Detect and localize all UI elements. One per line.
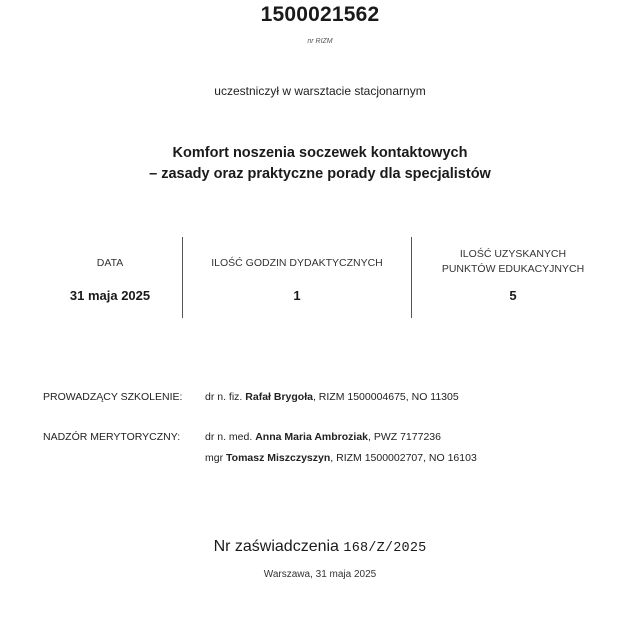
hours-value: 1 bbox=[293, 288, 301, 303]
course-title-line2: – zasady oraz praktyczne porady dla specjalistów bbox=[149, 166, 491, 182]
points-label bbox=[413, 238, 613, 277]
trainer-details: , RIZM 1500004675, NO 11305 bbox=[312, 391, 459, 403]
supervisor-2-title: mgr bbox=[205, 452, 224, 464]
supervisor-1-title: dr n. med. bbox=[205, 431, 253, 443]
participation-text: uczestniczył w warsztacie stacjonarnym bbox=[214, 84, 426, 98]
supervisor-2-name: Tomasz Miszczyszyn bbox=[226, 452, 331, 464]
supervision-row-2 bbox=[43, 452, 603, 468]
course-title bbox=[0, 143, 640, 185]
trainer-title: dr n. fiz. bbox=[205, 391, 243, 403]
hours-column bbox=[184, 238, 410, 318]
column-divider bbox=[411, 237, 412, 318]
trainer-value bbox=[205, 391, 459, 403]
points-label-line2: PUNKTÓW EDUKACYJNYCH bbox=[441, 263, 585, 275]
supervisor-1-name: Anna Maria Ambroziak bbox=[255, 431, 369, 443]
supervision-label: NADZÓR MERYTORYCZNY: bbox=[43, 431, 181, 443]
registration-number: 1500021562 bbox=[260, 3, 380, 26]
supervision-row bbox=[43, 431, 603, 447]
trainer-row bbox=[43, 391, 603, 407]
column-divider bbox=[182, 237, 183, 318]
date-column bbox=[40, 238, 180, 318]
supervisor-2 bbox=[205, 452, 477, 464]
course-title-line1: Komfort noszenia soczewek kontaktowych bbox=[172, 145, 468, 161]
points-column bbox=[413, 238, 613, 318]
place-date: Warszawa, 31 maja 2025 bbox=[263, 569, 377, 580]
points-label-line1: ILOŚĆ UZYSKANYCH bbox=[459, 248, 567, 260]
certificate-label: Nr zaświadczenia bbox=[213, 538, 339, 555]
date-label: DATA bbox=[96, 257, 124, 269]
trainer-name: Rafał Brygoła bbox=[245, 391, 313, 403]
supervisor-1 bbox=[205, 431, 441, 443]
points-value: 5 bbox=[509, 288, 517, 303]
registration-caption: nr RIZM bbox=[307, 38, 333, 45]
hours-label: ILOŚĆ GODZIN DYDAKTYCZNYCH bbox=[211, 257, 383, 269]
certificate-number-value: 168/Z/2025 bbox=[343, 541, 427, 556]
certificate-number bbox=[0, 538, 640, 556]
supervisor-2-details: , RIZM 1500002707, NO 16103 bbox=[330, 452, 477, 464]
supervisor-1-details: , PWZ 7177236 bbox=[368, 431, 441, 443]
date-value: 31 maja 2025 bbox=[69, 288, 151, 303]
trainer-label: PROWADZĄCY SZKOLENIE: bbox=[43, 391, 183, 403]
